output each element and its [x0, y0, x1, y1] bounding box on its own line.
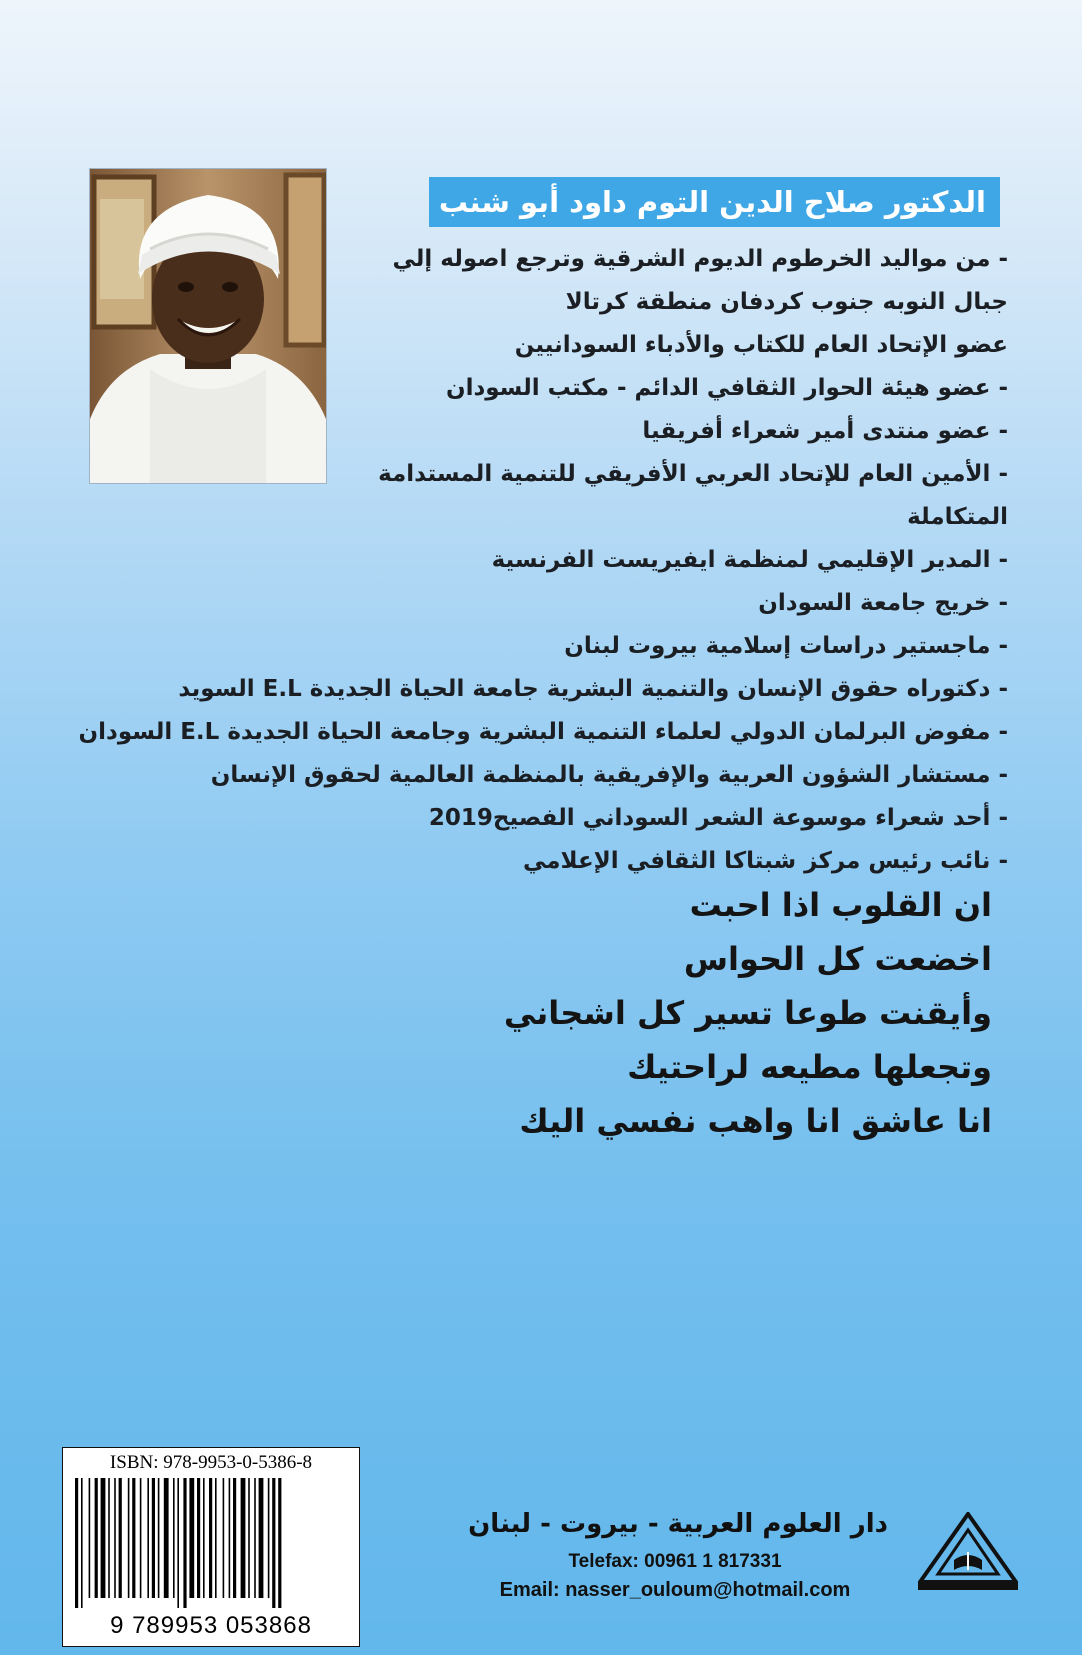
barcode-bar — [229, 1478, 231, 1598]
pyramid-book-logo-icon — [918, 1512, 1018, 1596]
bio-line: - نائب رئيس مركز شبتاكا الثقافي الإعلامي — [522, 848, 1008, 874]
bio-line: - ماجستير دراسات إسلامية بيروت لبنان — [564, 633, 1008, 659]
barcode-bars — [73, 1478, 349, 1608]
barcode-bar — [268, 1478, 270, 1598]
barcode-bar — [203, 1478, 205, 1598]
poem-excerpt — [504, 878, 992, 1148]
barcode-bar — [147, 1478, 149, 1598]
barcode-bar — [81, 1478, 83, 1608]
bio-line: - أحد شعراء موسوعة الشعر السوداني الفصيح2019 — [428, 805, 1008, 831]
barcode-bar — [241, 1478, 246, 1598]
barcode-bar — [248, 1478, 250, 1598]
barcode-bar — [140, 1478, 142, 1598]
poem-line: اخضعت كل الحواس — [683, 940, 992, 978]
barcode-bar — [95, 1478, 98, 1598]
barcode-bar — [259, 1478, 264, 1598]
barcode-bar — [89, 1478, 91, 1598]
author-name: الدكتور صلاح الدين التوم داود أبو شنب — [429, 177, 1000, 227]
barcode-bar — [101, 1478, 106, 1598]
author-biography — [78, 238, 1008, 883]
publisher-email: Email: nasser_ouloum@hotmail.com — [499, 1579, 851, 1601]
bio-line: - المدير الإقليمي لمنظمة ايفيريست الفرنسية — [491, 547, 1008, 573]
bio-line: - دكتوراه حقوق الإنسان والتنمية البشرية جامعة الحياة الجديدة E.L السويد — [178, 676, 1008, 702]
bio-line: - عضو منتدى أمير شعراء أفريقيا — [642, 418, 1008, 444]
isbn-number: ISBN: 978-9953-0-5386-8 — [109, 1452, 313, 1473]
poem-line: وتجعلها مطيعه لراحتيك — [627, 1048, 992, 1086]
barcode-bar — [209, 1478, 212, 1598]
barcode-bar — [152, 1478, 155, 1598]
barcode-bar — [158, 1478, 160, 1598]
bio-line: - مستشار الشؤون العربية والإفريقية بالمنظمة العالمية لحقوق الإنسان — [210, 762, 1008, 788]
publisher-name: دار العلوم العربية - بيروت - لبنان — [468, 1509, 888, 1539]
publisher-telefax: Telefax: 00961 1 817331 — [568, 1551, 782, 1572]
barcode-bar — [223, 1478, 225, 1598]
barcode-bar — [215, 1478, 217, 1598]
barcode-bar — [177, 1478, 179, 1608]
poem-line: ان القلوب اذا احبت — [689, 886, 992, 924]
bio-line: - خريج جامعة السودان — [758, 590, 1008, 616]
bio-line: عضو الإتحاد العام للكتاب والأدباء السودانيين — [514, 332, 1008, 358]
barcode-bar — [173, 1478, 175, 1598]
barcode-bar — [278, 1478, 281, 1608]
barcode-bar — [272, 1478, 275, 1608]
barcode-bar — [197, 1478, 200, 1598]
barcode-bar — [189, 1478, 194, 1598]
poem-line: انا عاشق انا واهب نفسي اليك — [519, 1102, 992, 1140]
bio-line: - مفوض البرلمان الدولي لعلماء التنمية البشرية وجامعة الحياة الجديدة E.L السودان — [78, 719, 1008, 745]
bio-line: - من مواليد الخرطوم الديوم الشرقية وترجع اصوله إلي — [392, 246, 1008, 272]
barcode-bar — [183, 1478, 186, 1608]
barcode-bar — [108, 1478, 110, 1598]
barcode-bar — [75, 1478, 78, 1608]
barcode-bar — [119, 1478, 122, 1598]
bio-line: - الأمين العام للإتحاد العربي الأفريقي للتنمية المستدامة المتكاملة — [378, 461, 1008, 530]
barcode-bar — [233, 1478, 236, 1598]
isbn-barcode — [62, 1447, 360, 1647]
barcode-bar — [114, 1478, 116, 1598]
poem-line: وأيقنت طوعا تسير كل اشجاني — [503, 994, 992, 1032]
bio-line: - عضو هيئة الحوار الثقافي الدائم - مكتب السودان — [445, 375, 1008, 401]
barcode-digits: 9 789953 053868 — [110, 1612, 312, 1639]
barcode-bar — [254, 1478, 256, 1598]
barcode-bar — [132, 1478, 135, 1598]
barcode-bar — [128, 1478, 130, 1598]
bio-line: جبال النوبه جنوب كردفان منطقة كرتالا — [565, 289, 1008, 315]
barcode-bar — [164, 1478, 169, 1598]
